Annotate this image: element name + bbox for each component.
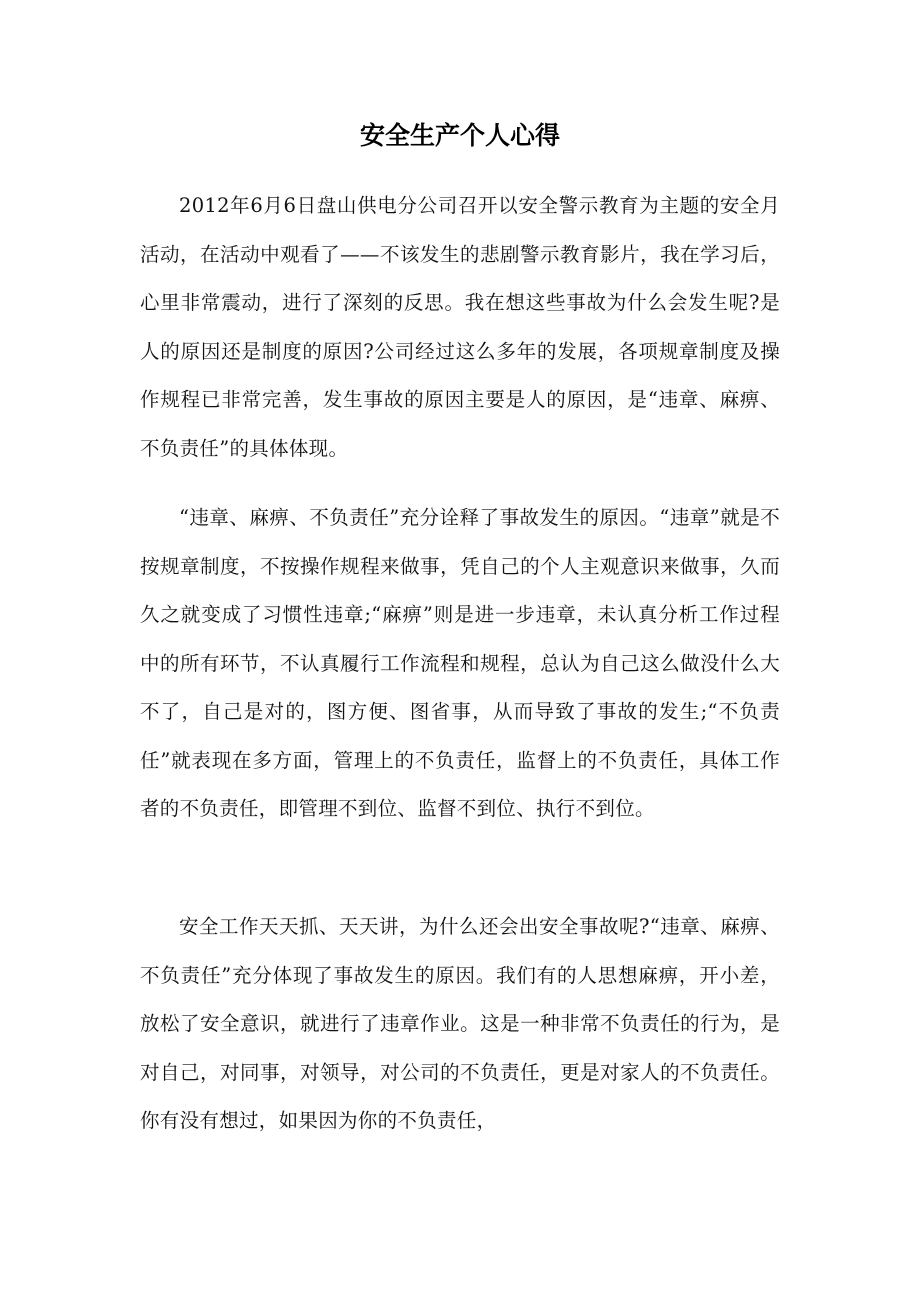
document-title: 安全生产个人心得	[359, 121, 560, 150]
paragraph-2: “违章、麻痹、不负责任”充分诠释了事故发生的原因。“违章”就是不按规章制度，不按操作规程来做事，凭自己的个人主观意识来做事，久而久之就变成了习惯性违章;“麻痹”则是进一步违章，未认真分析工作过程中的所有环节，不认真履行工作流程和规程，总认为自己这么做没什么大不了，自己是对的，图方便、图省事，从而导致了事故的发生;“不负责任”就表现在多方面，管理上的不负责任，监督上的不负责任，具体工作者的不负责任，即管理不到位、监督不到位、执行不到位。	[140, 506, 780, 820]
paragraph-3: 安全工作天天抓、天天讲，为什么还会出安全事故呢?“违章、麻痹、不负责任”充分体现了事故发生的原因。我们有的人思想麻痹，开小差，放松了安全意识，就进行了违章作业。这是一种非常不负责任的行为，是对自己，对同事，对领导，对公司的不负责任，更是对家人的不负责任。你有没有想过，如果因为你的不负责任，	[140, 915, 780, 1132]
paragraph-1: 2012年6月6日盘山供电分公司召开以安全警示教育为主题的安全月活动，在活动中观看了——不该发生的悲剧警示教育影片，我在学习后，心里非常震动，进行了深刻的反思。我在想这些事故为什么会发生呢?是人的原因还是制度的原因?公司经过这么多年的发展，各项规章制度及操作规程已非常完善，发生事故的原因主要是人的原因，是“违章、麻痹、不负责任”的具体体现。	[140, 194, 780, 460]
